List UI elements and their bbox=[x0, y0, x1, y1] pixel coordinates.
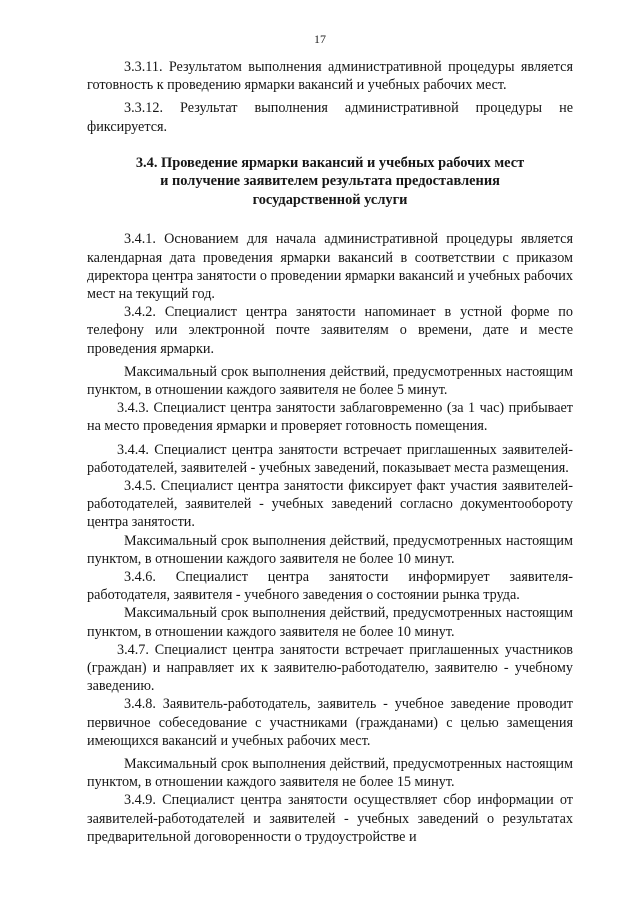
paragraph-3-4-6-deadline: Максимальный срок выполнения действий, предусмотренных настоящим пунктом, в отношении каждого заявителя не более 10 минут. bbox=[87, 605, 573, 640]
paragraph-3-4-8-deadline: Максимальный срок выполнения действий, предусмотренных настоящим пунктом, в отношении каждого заявителя не более 15 минут. bbox=[87, 756, 573, 791]
paragraph-3-3-12: 3.3.12. Результат выполнения административной процедуры не фиксируется. bbox=[87, 100, 573, 135]
paragraph-3-3-11: 3.3.11. Результатом выполнения административной процедуры является готовность к проведению ярмарки вакансий и учебных рабочих мест. bbox=[87, 59, 573, 94]
paragraph-3-4-8: 3.4.8. Заявитель-работодатель, заявитель - учебное заведение проводит первичное собеседование с участниками (гражданами) с целью замещения имеющихся вакансий и учебных рабочих мест. bbox=[87, 696, 573, 749]
paragraph-3-4-7: 3.4.7. Специалист центра занятости встречает приглашенных участников (граждан) и направляет их к заявителю-работодателю, заявителю - учебному заведению. bbox=[87, 641, 573, 695]
section-heading-line: государственной услуги bbox=[252, 191, 408, 208]
document-body bbox=[87, 58, 573, 846]
paragraph-3-4-4: 3.4.4. Специалист центра занятости встречает приглашенных заявителей-работодателей, заявителей - учебных заведений, показывает места размещения. bbox=[87, 441, 573, 476]
section-heading-line: 3.4. Проведение ярмарки вакансий и учебных рабочих мест bbox=[135, 154, 525, 171]
paragraph-3-4-1: 3.4.1. Основанием для начала административной процедуры является календарная дата проведения ярмарки вакансий в соответствии с приказом директора центра занятости о проведении ярмарки вакансий и учебных рабочих мест на текущий год. bbox=[87, 231, 573, 302]
paragraph-3-4-6: 3.4.6. Специалист центра занятости информирует заявителя-работодателя, заявителя - учебного заведения о состоянии рынка труда. bbox=[87, 568, 573, 604]
paragraph-3-4-9: 3.4.9. Специалист центра занятости осуществляет сбор информации от заявителей-работодателей и заявителей - учебных заведений о результатах предварительной договоренности о трудоустройстве и bbox=[87, 792, 573, 845]
paragraph-3-4-5: 3.4.5. Специалист центра занятости фиксирует факт участия заявителей-работодателей, заявителей - учебных заведений согласно документообороту центра занятости. bbox=[87, 477, 573, 531]
section-heading-line: и получение заявителем результата предоставления bbox=[160, 173, 500, 190]
paragraph-3-4-3: 3.4.3. Специалист центра занятости заблаговременно (за 1 час) прибывает на место проведения ярмарки и проверяет готовность помещения. bbox=[87, 400, 573, 435]
paragraph-3-4-2-deadline: Максимальный срок выполнения действий, предусмотренных настоящим пунктом, в отношении каждого заявителя не более 5 минут. bbox=[87, 363, 573, 398]
page-number: 17 bbox=[314, 32, 326, 46]
paragraph-3-4-5-deadline: Максимальный срок выполнения действий, предусмотренных настоящим пунктом, в отношении каждого заявителя не более 10 минут. bbox=[87, 532, 573, 567]
section-heading bbox=[87, 154, 573, 210]
paragraph-3-4-2: 3.4.2. Специалист центра занятости напоминает в устной форме по телефону или электронной почте заявителям о времени, дате и месте проведения ярмарки. bbox=[87, 304, 573, 357]
